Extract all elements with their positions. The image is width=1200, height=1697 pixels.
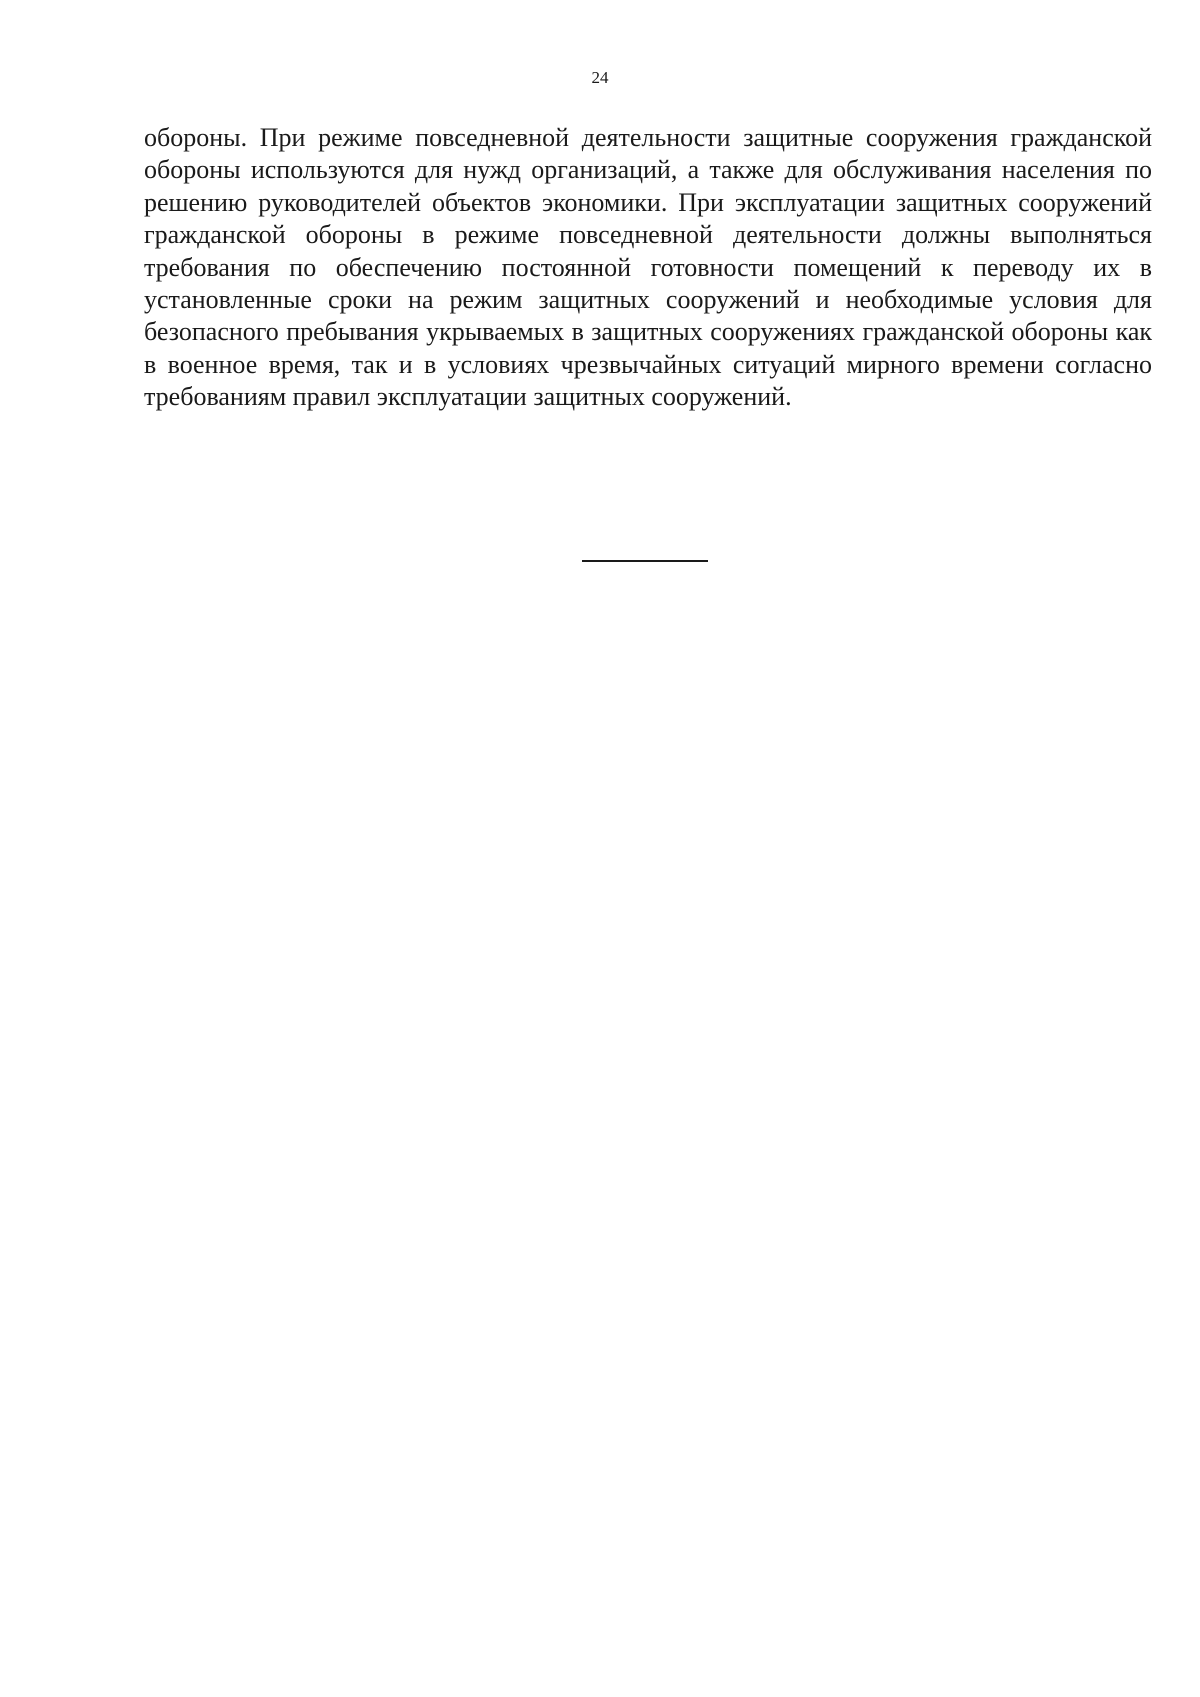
page-number: 24 bbox=[591, 68, 609, 87]
body-paragraph: обороны. При режиме повседневной деятельности защитные сооружения гражданской обороны используются для нужд организаций, а также для обслуживания населения по решению руководителей объектов экономики. При эксплуатации защитных сооружений гражданской обороны в режиме повседневной деятельности должны выполняться требования по обеспечению постоянной готовности помещений к переводу их в установленные сроки на режим защитных сооружений и необходимые условия для безопасного пребывания укрываемых в защитных сооружениях гражданской обороны как в военное время, так и в условиях чрезвычайных ситуаций мирного времени согласно требованиям правил эксплуатации защитных сооружений. bbox=[144, 123, 1152, 412]
end-of-document-rule bbox=[582, 560, 708, 562]
